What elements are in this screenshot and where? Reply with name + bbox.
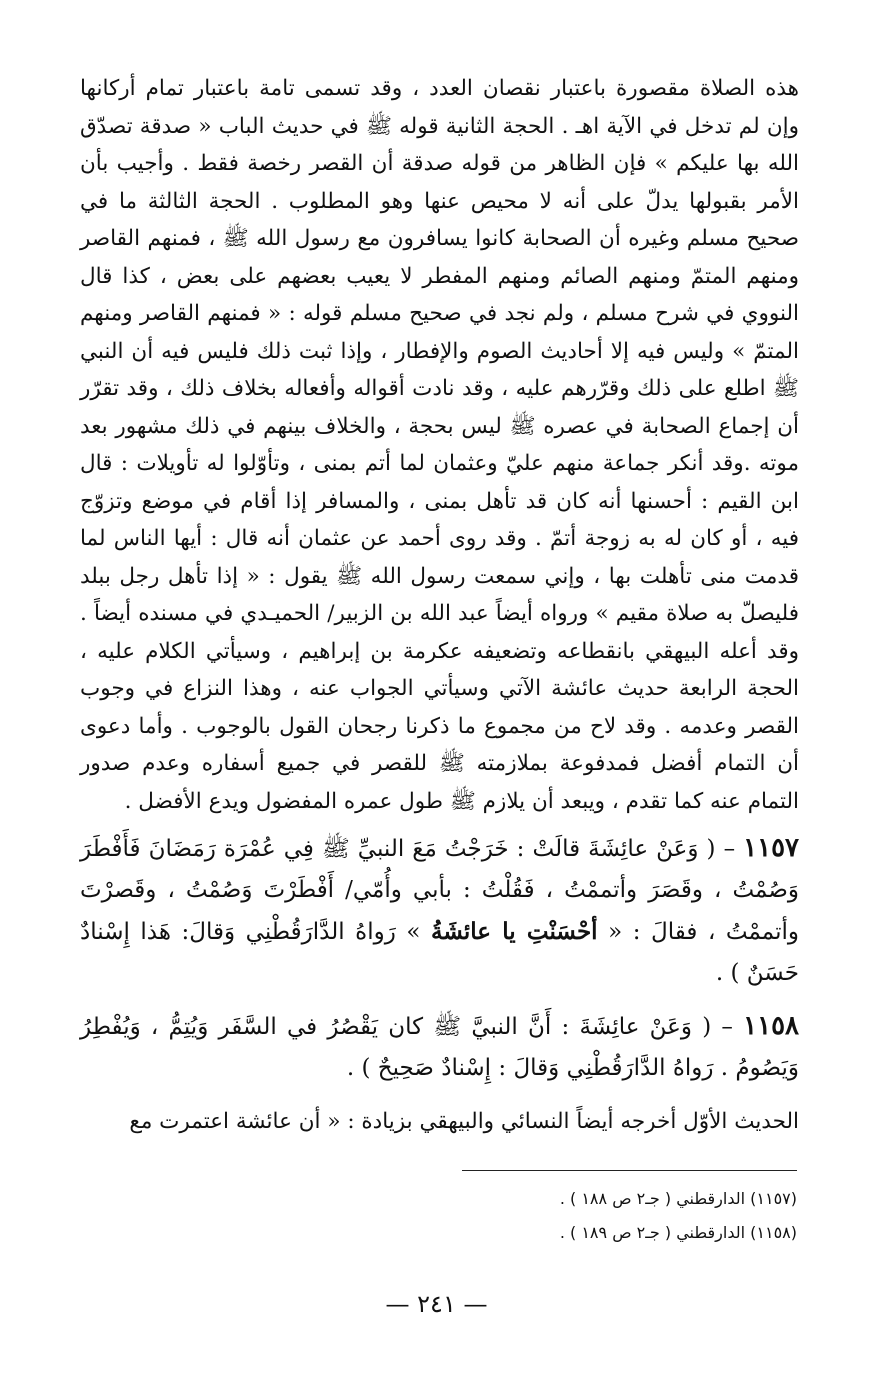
hadith-quote-bold: أحْسَنْتِ يا عائشَةُ bbox=[431, 918, 598, 945]
hadith-number: ١١٥٧ bbox=[743, 833, 800, 863]
hadith-number: ١١٥٨ bbox=[743, 1011, 799, 1041]
footnote-1157: (١١٥٧) الدارقطني ( جـ٢ ص ١٨٨ ) . bbox=[559, 1189, 797, 1208]
commentary-paragraph: هذه الصلاة مقصورة باعتبار نقصان العدد ، وقد تسمى تامة باعتبار تمام أركانها وإن لم تدخل في الآية اهـ . الحجة الثانية قوله ﷺ في حديث الباب « صدقة تصدّق الله بها عليكم » فإن الظاهر من قوله صدقة أن القصر رخصة فقط . وأجيب بأن الأمر بقبولها يدلّ على أنه لا محيص عنها وهو المطلوب . الحجة الثالثة ما في صحيح مسلم وغيره أن الصحابة كانوا يسافرون مع رسول الله ﷺ ، فمنهم القاصر ومنهم المتمّ ومنهم الصائم ومنهم المفطر لا يعيب بعضهم على بعض ، كذا قال النووي في شرح مسلم ، ولم نجد في صحيح مسلم قوله : « فمنهم القاصر ومنهم المتمّ » وليس فيه إلا أحاديث الصوم والإفطار ، وإذا ثبت ذلك فليس فيه أن النبي ﷺ اطلع على ذلك وقرّرهم عليه ، وقد نادت أقواله وأفعاله بخلاف ذلك ، وقد تقرّر أن إجماع الصحابة في عصره ﷺ ليس بحجة ، والخلاف بينهم في ذلك مشهور بعد موته .وقد أنكر جماعة منهم عليّ وعثمان لما أتم بمنى ، وتأوّلوا له تأويلات : قال ابن القيم : أحسنها أنه كان قد تأهل بمنى ، والمسافر إذا أقام في موضع وتزوّج فيه ، أو كان له به زوجة أتمّ . وقد روى أحمد عن عثمان أنه قال : أيها الناس لما قدمت منى تأهلت بها ، وإني سمعت رسول الله ﷺ يقول : « إذا تأهل رجل ببلد فليصلّ به صلاة مقيم » ورواه أيضاً عبد الله بن الزبير/ الحميـدي في مسنده أيضاً . وقد أعله البيهقي بانقطاعه وتضعيفه عكرمة بن إبراهيم ، وسيأتي الكلام عليه ، الحجة الرابعة حديث عائشة الآتي وسيأتي الجواب عنه ، وهذا النزاع في وجوب القصر وعدمه . وقد لاح من مجموع ما ذكرنا رجحان القول بالوجوب . وأما دعوى أن التمام أفضل فمدفوعة بملازمته ﷺ للقصر في جميع أسفاره وعدم صدور التمام عنه كما تقدم ، ويبعد أن يلازم ﷺ طول عمره المفضول ويدع الأفضل . bbox=[80, 76, 799, 814]
commentary-continuation: الحديث الأوّل أخرجه أيضاً النسائي والبيهقي بزيادة : « أن عائشة اعتمرت مع bbox=[129, 1109, 799, 1134]
hadith-1158 bbox=[80, 1006, 799, 1089]
hadith-text-end: » رَواهُ الدَّارَقُطْنِي وَقالَ: هَذا إِسْنادٌ حَسَنٌ ) . bbox=[80, 919, 799, 986]
footnote-divider bbox=[462, 1170, 797, 1171]
footnote-1158: (١١٥٨) الدارقطني ( جـ٢ ص ١٨٩ ) . bbox=[559, 1223, 797, 1242]
page-number: — ٢٤١ — bbox=[385, 1290, 488, 1318]
hadith-1157 bbox=[80, 828, 799, 994]
hadith-text: – ( وَعَنْ عائِشَةَ قالَتْ : خَرَجْتُ مَعَ النبيِّ ﷺ فِي عُمْرَة رَمَضَانَ فَأَفْطَرَ وَصُمْتُ ، وقَصَرَ وأتممْتُ ، فَقُلْتُ : بأبي وأُمّي/ أَفْطَرْتَ وَصُمْتُ ، وقَصرْتَ وأتممْتُ ، فقالَ : « bbox=[80, 836, 800, 945]
hadith-text: – ( وَعَنْ عائِشَةَ : أَنَّ النبيَّ ﷺ كان يَقْصُرُ في السَّفَر وَيُتِمُّ ، وَيُفْطِرُ وَيَصُومُ . رَواهُ الدَّارَقُطْنِي وَقالَ : إِسْنادٌ صَحِيحٌ ) . bbox=[80, 1014, 799, 1081]
